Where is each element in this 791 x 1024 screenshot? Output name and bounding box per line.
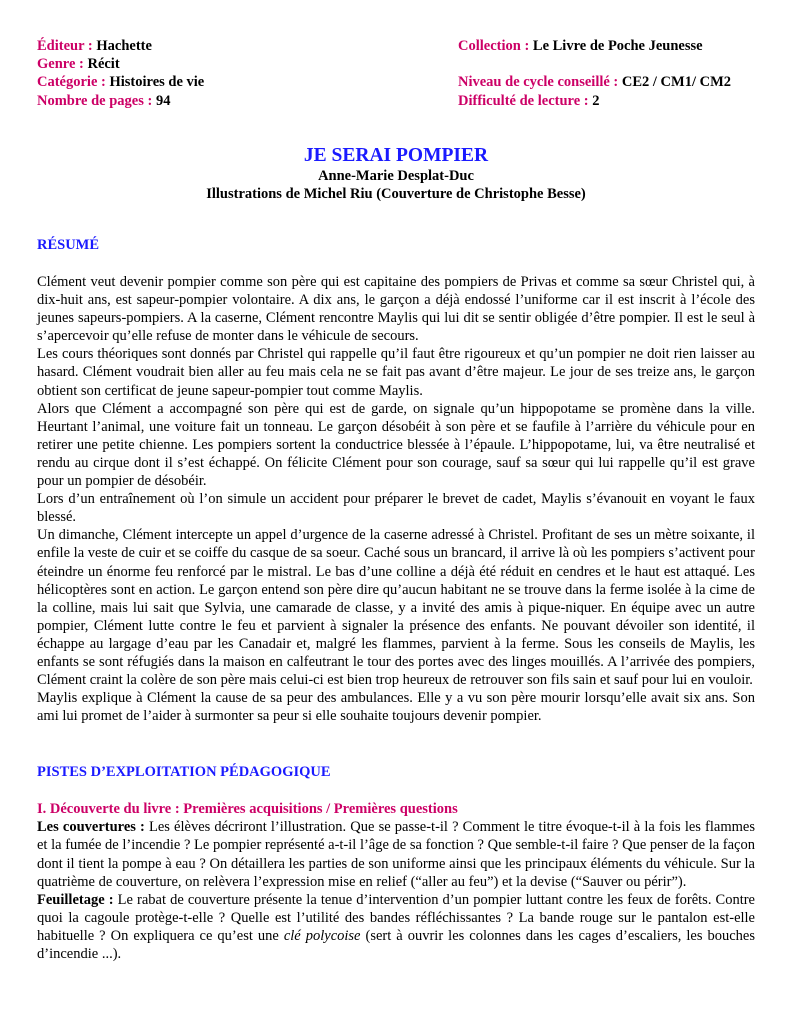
couvertures-text: Les élèves décriront l’illustration. Que se passe-t-il ? Comment le titre évoque-t-il à la fois les flammes et la fumée de l’incendie ? Le pompier représenté a-t-il l’âge de sa fonction ? Que semble-t-il faire ? Que penser de la façon dont il tient la pompe à eau ? On détaillera les parties de son uniforme ainsi que les principaux éléments du véhicule. Sur la quatrième de couverture, on relèvera l’expression mise en relief (“aller au feu”) et la devise (“Sauver ou périr”).: [37, 819, 755, 890]
book-illustrators: Illustrations de Michel Riu (Couverture de Christophe Besse): [206, 186, 586, 202]
pistes-heading: PISTES D’EXPLOITATION PÉDAGOGIQUE: [37, 764, 331, 781]
couvertures-paragraph: [37, 818, 755, 890]
title-block: [37, 145, 755, 203]
page-count-label: Nombre de pages :: [37, 92, 156, 109]
feuilletage-text-after: (sert à ouvrir les colonnes dans les cages d’escaliers, les bouches d’incendie ...).: [37, 927, 755, 962]
category-label: Catégorie :: [37, 74, 110, 91]
genre-label: Genre :: [37, 56, 88, 73]
document-page: [37, 37, 755, 963]
resume-heading: RÉSUMÉ: [37, 237, 100, 253]
book-info-left-column: [37, 37, 437, 110]
collection-row: [458, 37, 758, 55]
decouverte-subheading: I. Découverte du livre : Premières acquisitions / Premières questions: [37, 801, 458, 818]
empty-row: [458, 55, 758, 73]
collection-label: Collection :: [458, 38, 533, 54]
resume-paragraph: Clément veut devenir pompier comme son père qui est capitaine des pompiers de Privas et comme sa sœur Christel qui, à dix-huit ans, est sapeur-pompier volontaire. A dix ans, le garçon a déjà endossé l’uniforme car il est inscrit à l’école des jeunes sapeurs-pompiers. A la caserne, Clément rencontre Maylis qui lui dit se sentir obligée d’être pompier. Il est le seul à s’apercevoir qu’elle refuse de monter dans le véhicule de secours.: [37, 274, 755, 345]
resume-paragraph: Alors que Clément a accompagné son père qui est de garde, on signale qu’un hippopotame se promène dans la ville. Heurtant l’animal, une voiture fait un tonneau. Le garçon désobéit à son père et se faufile à l’arrière du véhicule pour en retirer une petite chienne. Les pompiers sortent la conductrice blessée à l’épaule. L’hippopotame, lui, va être neutralisé et rendu au cirque dont il s’est échappé. On félicite Clément pour son courage, sauf sa sœur qui lui rappelle qu’il est grave pour un pompier de désobéir.: [37, 400, 755, 490]
cycle-level-value: CE2 / CM1/ CM2: [621, 74, 732, 91]
couvertures-label: Les couvertures :: [37, 819, 149, 836]
category-value: Histoires de vie: [109, 74, 205, 91]
category-row: [37, 73, 437, 91]
book-title: JE SERAI POMPIER: [303, 145, 489, 166]
resume-paragraph: Les cours théoriques sont donnés par Christel qui rappelle qu’il faut être rigoureux et qu’un pompier ne doit rien laisser au hasard. Clément voudrait bien aller au feu mais cela ne se fait pas avant d’être majeur. Le jour de ses treize ans, le garçon obtient son certificat de jeune sapeur-pompier tout comme Maylis.: [37, 346, 755, 399]
collection-value: Le Livre de Poche Jeunesse: [532, 38, 703, 54]
resume-paragraph: Maylis explique à Clément la cause de sa peur des ambulances. Elle y a vu son père mourir lorsqu’elle avait six ans. Son ami lui promet de l’aider à surmonter sa peur si elle souhaite toujours devenir pompier.: [37, 690, 755, 725]
genre-row: [37, 55, 437, 73]
resume-body: [37, 273, 755, 725]
book-info-header: [37, 37, 755, 111]
feuilletage-italic-term: clé polycoise: [283, 927, 361, 944]
resume-paragraph: Un dimanche, Clément intercepte un appel d’urgence de la caserne adressé à Christel. Profitant de ses un mètre soixante, il enfile la veste de cuir et se coiffe du casque de sa soeur. Caché sous un brancard, il arrive là où les pompiers s’activent pour éteindre un énorme feu renforcé par le mistral. Le bas d’une colline a déjà été réduit en cendres et le haut est attaqué. Les hélicoptères sont en action. Le garçon entend son père dire qu’aucun habitant ne se trouve dans la ferme isolée à la cime de la colline, mais lui sait que Sylvia, une camarade de classe, y a invité des amis à pique-niquer. En équipe avec un autre pompier, Clément lutte contre le feu et parvient à signaler la présence des enfants. Ne pouvant dévoiler son identité, il échappe au largage d’eau par les Canadair et, malgré les flammes, parvient à la ferme. Sous les conseils de Maylis, les enfants se sont réfugiés dans la maison en calfeutrant le tour des portes avec des linges mouillés. A l’arrivée des pompiers, Clément craint la colère de son père mais celui-ci est bien trop heureux de retrouver son fils sain et sauf pour lui en vouloir.: [37, 527, 755, 689]
page-count-value: 94: [155, 92, 171, 109]
resume-paragraph: Lors d’un entraînement où l’on simule un accident pour préparer le brevet de cadet, Maylis s’évanouit en voyant le faux blessé.: [37, 491, 755, 526]
cycle-level-row: [458, 73, 758, 91]
feuilletage-text-before: Le rabat de couverture présente la tenue d’intervention d’un pompier luttant contre les feux de forêts. Contre quoi la cagoule protège-t-elle ? Quelle est l’utilité des bandes réfléchissantes ? La bande rouge sur le pantalon est-elle habituelle ? On expliquera ce qu’est une: [37, 891, 755, 944]
book-author: Anne-Marie Desplat-Duc: [318, 168, 474, 184]
publisher-row: [37, 37, 437, 55]
genre-value: Récit: [87, 56, 120, 73]
cycle-level-label: Niveau de cycle conseillé :: [458, 74, 622, 91]
pistes-body: [37, 818, 755, 963]
difficulty-row: [458, 92, 758, 110]
publisher-value: Hachette: [96, 38, 152, 54]
publisher-label: Éditeur :: [37, 38, 97, 54]
difficulty-value: 2: [592, 92, 600, 109]
book-info-right-column: [458, 37, 758, 110]
feuilletage-label: Feuilletage :: [37, 891, 118, 908]
difficulty-label: Difficulté de lecture :: [458, 92, 593, 109]
feuilletage-paragraph: [37, 891, 755, 963]
page-count-row: [37, 92, 437, 110]
